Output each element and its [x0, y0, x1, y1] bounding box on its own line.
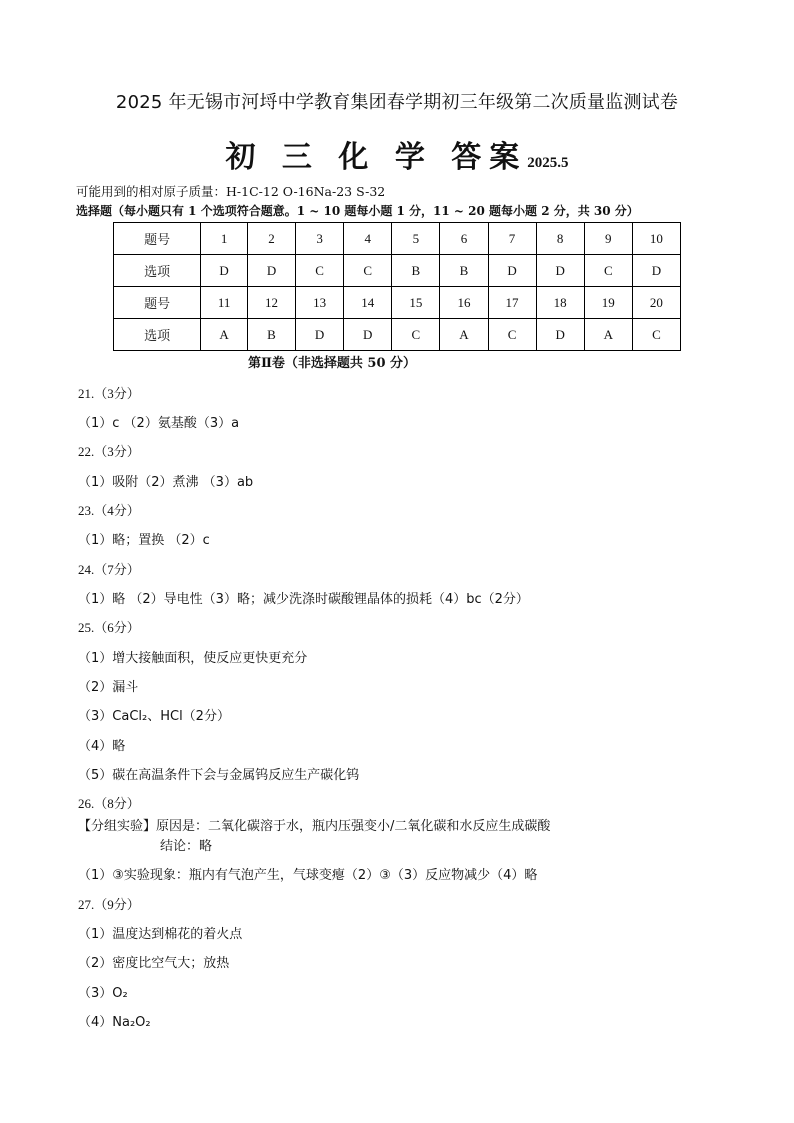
table-cell: 13 — [296, 287, 344, 319]
table-cell: 9 — [584, 223, 632, 255]
table-cell: 5 — [392, 223, 440, 255]
answer-line: （3）O₂ — [78, 986, 128, 1001]
table-cell: D — [344, 319, 392, 351]
table-cell: 16 — [440, 287, 488, 319]
table-cell: 3 — [296, 223, 344, 255]
table-cell: D — [536, 255, 584, 287]
table-cell: C — [296, 255, 344, 287]
question-heading: 26.（8分） — [78, 796, 140, 811]
table-cell: C — [344, 255, 392, 287]
section-title: 第Ⅱ卷（非选择题共 50 分） — [247, 356, 417, 371]
table-row — [114, 223, 681, 255]
question-heading: 25.（6分） — [78, 620, 140, 635]
exam-title: 2025 年无锡市河埒中学教育集团春学期初三年级第二次质量监测试卷 — [115, 92, 679, 113]
question-heading: 22.（3分） — [78, 444, 140, 459]
question-heading: 23.（4分） — [78, 503, 140, 518]
table-cell: 18 — [536, 287, 584, 319]
table-cell: D — [536, 319, 584, 351]
table-cell: A — [584, 319, 632, 351]
answer-line: （2）漏斗 — [78, 680, 139, 695]
table-cell: 15 — [392, 287, 440, 319]
table-cell: 8 — [536, 223, 584, 255]
table-cell: C — [584, 255, 632, 287]
table-cell: 10 — [632, 223, 680, 255]
table-cell: D — [201, 255, 248, 287]
answer-line: （1）略；置换 （2）c — [78, 533, 210, 548]
table-cell: 12 — [247, 287, 295, 319]
table-cell: A — [201, 319, 248, 351]
answer-line: （3）CaCl₂、HCl（2分） — [78, 709, 230, 724]
table-cell: D — [632, 255, 680, 287]
answer-line: （1）吸附（2）煮沸 （3）ab — [78, 475, 254, 490]
row-label: 题号 — [114, 223, 201, 255]
table-cell: D — [247, 255, 295, 287]
answer-line: （5）碳在高温条件下会与金属钨反应生产碳化钨 — [78, 768, 360, 783]
answer-table — [113, 222, 681, 351]
answer-line: （1）③实验现象：瓶内有气泡产生，气球变瘪（2）③（3）反应物减少（4）略 — [78, 868, 538, 883]
atomic-mass-line: 可能用到的相对原子质量：H-1C-12 O-16Na-23 S-32 — [76, 184, 386, 199]
exam-date: 2025.5 — [527, 155, 569, 171]
answer-line: （4）Na₂O₂ — [78, 1015, 151, 1030]
table-cell: B — [247, 319, 295, 351]
answer-line: 【分组实验】原因是：二氧化碳溶于水，瓶内压强变小/二氧化碳和水反应生成碳酸 — [78, 819, 551, 834]
table-cell: 6 — [440, 223, 488, 255]
table-cell: 11 — [201, 287, 248, 319]
answer-line: （1）增大接触面积，使反应更快更充分 — [78, 651, 308, 666]
answer-line: （4）略 — [78, 739, 126, 754]
row-label: 选项 — [114, 319, 201, 351]
question-heading: 27.（9分） — [78, 897, 140, 912]
table-cell: 20 — [632, 287, 680, 319]
table-cell: 19 — [584, 287, 632, 319]
table-cell: D — [488, 255, 536, 287]
question-heading: 21.（3分） — [78, 386, 140, 401]
table-cell: B — [392, 255, 440, 287]
answer-line: （1）略 （2）导电性（3）略；减少洗涤时碳酸锂晶体的损耗（4）bc（2分） — [78, 592, 529, 607]
exam-subtitle — [0, 132, 794, 176]
answer-line: 结论：略 — [160, 839, 213, 854]
table-cell: C — [632, 319, 680, 351]
table-cell: 17 — [488, 287, 536, 319]
table-cell: 1 — [201, 223, 248, 255]
subtitle-main: 初 三 化 学 答案 — [225, 140, 528, 175]
table-row — [114, 287, 681, 319]
table-cell: C — [392, 319, 440, 351]
table-cell: A — [440, 319, 488, 351]
table-row — [114, 255, 681, 287]
table-cell: D — [296, 319, 344, 351]
row-label: 题号 — [114, 287, 201, 319]
row-label: 选项 — [114, 255, 201, 287]
table-row — [114, 319, 681, 351]
table-cell: B — [440, 255, 488, 287]
answer-line: （1）c （2）氨基酸（3）a — [78, 416, 240, 431]
choice-intro: 选择题（每小题只有 1 个选项符合题意。1 ~ 10 题每小题 1 分，11 ~ 20 题每小题 2 分，共 30 分） — [76, 204, 639, 218]
table-cell: 7 — [488, 223, 536, 255]
question-heading: 24.（7分） — [78, 562, 140, 577]
table-cell: 2 — [247, 223, 295, 255]
answer-line: （2）密度比空气大；放热 — [78, 956, 230, 971]
answer-line: （1）温度达到棉花的着火点 — [78, 927, 243, 942]
table-cell: 4 — [344, 223, 392, 255]
table-cell: 14 — [344, 287, 392, 319]
table-cell: C — [488, 319, 536, 351]
